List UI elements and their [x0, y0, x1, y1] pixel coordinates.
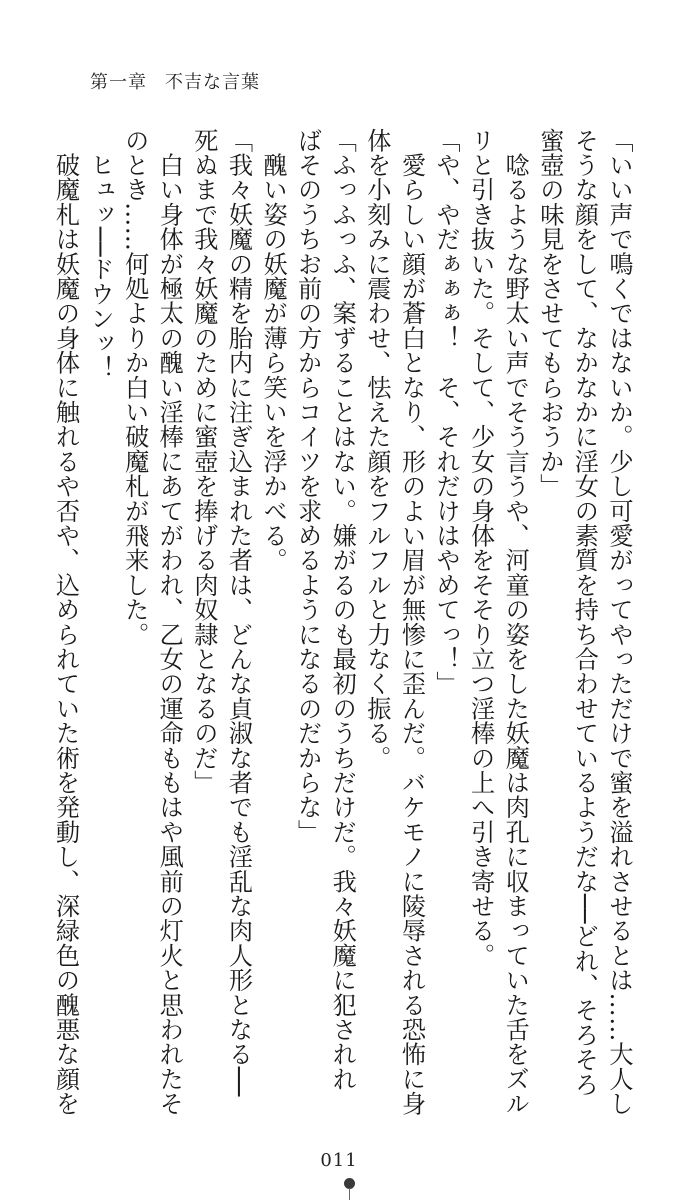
page-number: 011: [320, 1150, 358, 1171]
text-line: リと引き抜いた。そして、少女の身体をそそり立つ淫棒の上へ引き寄せる。: [466, 128, 495, 968]
text-line: 蜜壺の味見をさせてもらおうか」: [535, 128, 564, 499]
text-line: 「や、やだぁぁぁ！ そ、それだけはやめてっ！」: [432, 128, 461, 697]
text-line: ヒュッ──ドウンッ！: [86, 128, 115, 381]
text-line: 唸るような野太い声でそう言うや、河童の姿をした妖魔は肉孔に収まっていた舌をズル: [501, 128, 530, 1116]
text-line: 醜い姿の妖魔が薄ら笑いを浮かべる。: [259, 128, 288, 573]
text-line: 「ふっふっふ、案ずることはない。嫌がるのも最初のうちだけだ。我々妖魔に犯されれ: [328, 128, 357, 1092]
running-head: [90, 68, 260, 94]
page-marker-stem: [349, 1188, 350, 1200]
chapter-number: 第一章: [90, 72, 147, 93]
page-marker-icon: [344, 1178, 356, 1200]
text-line: 愛らしい顔が蒼白となり、形のよい眉が無惨に歪んだ。バケモノに陵辱される恐怖に身: [397, 128, 426, 1116]
text-line: 体を小刻みに震わせ、怯えた顔をフルフルと力なく振る。: [362, 128, 391, 771]
text-line: 「いい声で鳴くではないか。少し可愛がってやっただけで蜜を溢れさせるとは……大人し: [605, 128, 633, 1116]
text-line: 破魔札は妖魔の身体に触れるや否や、込められていた術を発動し、深緑色の醜悪な顔を: [51, 128, 80, 1116]
vertical-body-text: [48, 128, 636, 1116]
text-line: 白い身体が極太の醜い淫棒にあてがわれ、乙女の運命ももはや風前の灯火と思われたそ: [155, 128, 184, 1116]
text-line: ばそのうちお前の方からコイツを求めるようになるのだからな」: [293, 128, 322, 845]
text-line: 死ぬまで我々妖魔のために蜜壺を捧げる肉奴隷となるのだ」: [189, 128, 218, 795]
chapter-title: 不吉な言葉: [165, 72, 260, 93]
text-line: そうな顔をして、なかなかに淫女の素質を持ち合わせているようだな──どれ、そろそろ: [570, 128, 599, 1097]
text-line: 「我々妖魔の精を胎内に注ぎ込まれた者は、どんな貞淑な者でも淫乱な肉人形となる──: [224, 128, 253, 1097]
text-line: のとき……何処よりか白い破魔札が飛来した。: [120, 128, 149, 647]
